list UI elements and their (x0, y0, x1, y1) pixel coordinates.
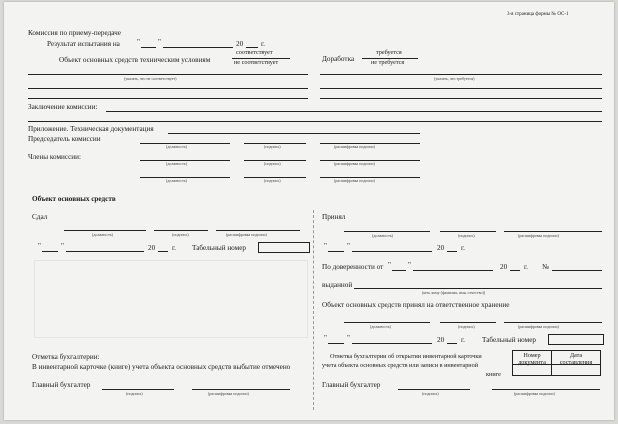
accounting-left-text: В инвентарной карточке (книге) учета объекта основных средств выбытие отмечено (32, 363, 291, 371)
chair-position-hint: (должность) (166, 144, 187, 149)
proxy-quote-open: " (388, 261, 391, 269)
handed-decode-field[interactable] (216, 230, 300, 231)
rework-detail-line-3[interactable] (320, 98, 602, 99)
handed-decode-hint: (расшифровка подписи) (226, 232, 267, 237)
accounting-right-line3: книге (486, 371, 501, 378)
conform-detail-line-2[interactable] (28, 88, 308, 89)
year-prefix: 20 (236, 40, 244, 48)
members-label: Члены комиссии: (28, 153, 81, 161)
proxy-day-field[interactable] (392, 270, 406, 271)
accepted-quote-open: " (324, 334, 327, 342)
doc-number-header-2: документа (518, 359, 546, 366)
accepted-tab-number-field[interactable] (548, 334, 604, 345)
object-label: Объект основных средств техническим условиям (59, 56, 211, 64)
conclusion-label: Заключение комиссии: (28, 103, 98, 111)
received-year-suffix: г. (461, 244, 465, 252)
handed-quote-close: " (61, 242, 64, 250)
right-chief-decode-field[interactable] (492, 389, 600, 390)
accepted-month-field[interactable] (352, 343, 432, 344)
doc-date-header-1: Дата (569, 352, 583, 359)
day-field[interactable] (141, 47, 156, 48)
quote-open: " (137, 38, 140, 46)
not-conforms-option[interactable]: не соответствует (234, 59, 279, 66)
handed-signature-hint: (подпись) (172, 232, 189, 237)
rework-not-required-option[interactable]: не требуется (371, 59, 405, 66)
handed-year-suffix: г. (172, 244, 176, 252)
chair-decode-hint: (расшифровка подписи) (334, 144, 375, 149)
right-chief-decode-hint: (расшифровка подписи) (514, 391, 555, 396)
accepted-day-field[interactable] (328, 343, 344, 344)
form-os1-page3 (4, 2, 614, 420)
appendix-field[interactable] (168, 133, 420, 134)
handed-year-prefix: 20 (148, 244, 156, 252)
object-section-title: Объект основных средств (32, 195, 116, 203)
doc-date-header-2: составления (559, 359, 593, 366)
received-signature-hint: (подпись) (458, 233, 475, 238)
page-label: 3-я страница формы № ОС-1 (507, 12, 569, 17)
handed-tab-label: Табельный номер (192, 244, 246, 252)
right-chief-signature-hint: (подпись) (422, 391, 439, 396)
member1-decode-hint: (расшифровка подписи) (334, 161, 375, 166)
rework-hint: (указать, что требуется) (434, 76, 475, 81)
member2-position-hint: (должность) (166, 178, 187, 183)
conform-hint: (указать, что не соответствует) (124, 76, 177, 81)
appendix-label: Приложение. Техническая документация (28, 125, 154, 133)
conforms-option[interactable]: соответствует (236, 49, 273, 56)
doc-date-header (551, 350, 601, 365)
doc-number-field[interactable] (512, 364, 552, 376)
chair-signature-hint: (подпись) (264, 144, 281, 149)
accepted-signature-hint: (подпись) (458, 324, 475, 329)
proxy-year-field[interactable] (510, 270, 520, 271)
member1-position-hint: (должность) (166, 161, 187, 166)
proxy-quote-close: " (408, 261, 411, 269)
accepted-decode-field[interactable] (504, 322, 602, 323)
proxy-year-prefix: 20 (500, 263, 508, 271)
accounting-right-line2: учета объекта основных средств или записи в инвентарной (322, 362, 479, 369)
conform-detail-line-3[interactable] (28, 98, 308, 99)
accepted-position-hint: (должность) (370, 324, 391, 329)
handed-month-field[interactable] (66, 251, 144, 252)
rework-detail-line[interactable] (320, 74, 602, 75)
received-quote-close: " (347, 242, 350, 250)
left-chief-decode-hint: (расшифровка подписи) (208, 391, 249, 396)
doc-date-field[interactable] (551, 364, 601, 376)
handed-position-hint: (должность) (92, 232, 113, 237)
accepted-label: Объект основных средств принял на ответственное хранение (322, 301, 510, 309)
proxy-number-field[interactable] (552, 270, 602, 271)
accounting-left-title: Отметка бухгалтерии: (32, 353, 100, 361)
issued-hint: (кем, кому (фамилия, имя, отчество)) (422, 290, 486, 295)
received-signature-field[interactable] (440, 231, 496, 232)
conform-detail-line[interactable] (28, 74, 308, 75)
conclusion-field[interactable] (106, 111, 602, 112)
chief-accountant-left: Главный бухгалтер (32, 381, 91, 389)
month-field[interactable] (163, 47, 233, 48)
received-position-field[interactable] (344, 231, 430, 232)
received-position-hint: (должность) (372, 233, 393, 238)
member2-decode-hint: (расшифровка подписи) (334, 178, 375, 183)
received-decode-hint: (расшифровка подписи) (518, 233, 559, 238)
conclusion-field-2[interactable] (28, 121, 602, 122)
accepted-position-field[interactable] (344, 322, 430, 323)
accepted-year-suffix: г. (461, 336, 465, 344)
handed-position-field[interactable] (64, 230, 146, 231)
issued-label: выданной (322, 281, 353, 289)
received-decode-field[interactable] (504, 231, 602, 232)
handed-tab-number-field[interactable] (258, 242, 310, 253)
accepted-tab-label: Табельный номер (482, 336, 536, 344)
received-quote-open: " (324, 242, 327, 250)
proxy-year-suffix: г. (524, 263, 528, 271)
handed-signature-field[interactable] (154, 230, 208, 231)
handed-quote-open: " (38, 242, 41, 250)
number-sign: № (542, 263, 549, 271)
left-chief-signature-field[interactable] (102, 389, 174, 390)
rework-label: Доработка (322, 55, 355, 63)
chief-accountant-right: Главный бухгалтер (322, 381, 381, 389)
right-chief-signature-field[interactable] (398, 389, 470, 390)
member2-signature-hint: (подпись) (264, 178, 281, 183)
center-divider (313, 210, 314, 410)
left-chief-signature-hint: (подпись) (126, 391, 143, 396)
received-year-prefix: 20 (437, 244, 445, 252)
chair-label: Председатель комиссии (28, 135, 101, 143)
left-chief-decode-field[interactable] (192, 389, 290, 390)
rework-required-option[interactable]: требуется (376, 49, 402, 56)
quote-close: " (158, 38, 161, 46)
proxy-month-field[interactable] (413, 270, 493, 271)
issued-field[interactable] (354, 288, 602, 289)
received-day-field[interactable] (328, 251, 344, 252)
accepted-decode-hint: (расшифровка подписи) (518, 324, 559, 329)
proxy-label: По доверенности от (322, 263, 384, 271)
accepted-quote-close: " (347, 334, 350, 342)
accounting-right-line1: Отметка бухгалтерии об открытии инвентарной карточки (330, 353, 482, 360)
results-label: Результат испытания на (47, 40, 120, 48)
accepted-year-field[interactable] (447, 343, 457, 344)
received-label: Принял (322, 213, 346, 221)
received-month-field[interactable] (352, 251, 432, 252)
year-field[interactable] (246, 47, 258, 48)
year-suffix: г. (261, 40, 265, 48)
doc-number-header (512, 350, 552, 365)
member1-signature-hint: (подпись) (264, 161, 281, 166)
commission-title: Комиссия по приему-передаче (28, 29, 121, 37)
accepted-year-prefix: 20 (437, 336, 445, 344)
accepted-signature-field[interactable] (440, 322, 496, 323)
handed-year-field[interactable] (158, 251, 168, 252)
received-year-field[interactable] (447, 251, 457, 252)
rework-detail-line-2[interactable] (320, 88, 602, 89)
faint-grid (34, 260, 308, 338)
handed-day-field[interactable] (42, 251, 58, 252)
doc-number-header-1: Номер (523, 352, 541, 359)
handed-over-label: Сдал (32, 213, 48, 221)
